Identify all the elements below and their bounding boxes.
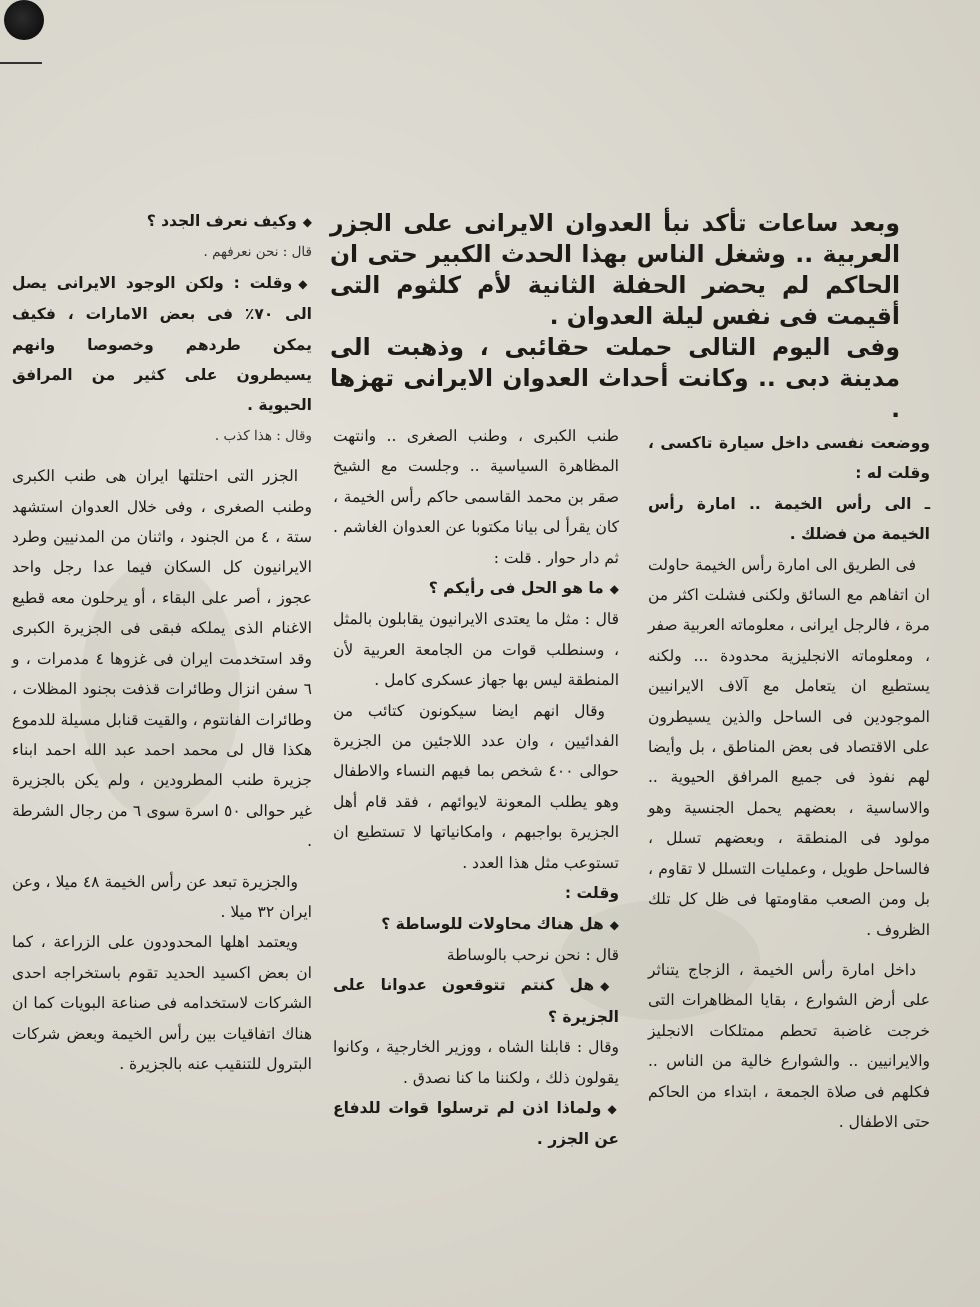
paragraph-text: الجزر التى احتلتها ايران هى طنب الكبرى وطنب الصغرى ، وفى خلال العدوان استشهد ستة ، ٤ من الجنود ، واثنان من المدنيين وطرد الايرانيون كل السكان فيما عدا رجل واحد عجوز ، أصر على البقاء ، أو يرحلون معه قطيع الاغنام الذى يملكه فبقى فى الجزيرة الكبرى وقد استخدمت ايران فى غزوها ٤ مدمرات ، و ٦ سفن انزال وطائرات قذفت بجنود المظلات ، وطائرات الفانتوم ، والقيت قنابل مسيلة للدموع هكذا قال لى محمد احمد عبد الله احمد ابناء جزيرة طنب المطرودين ، ولم يكن بالجزيرة غير حوالى ٥٠ اسرة سوى ٦ من رجال الشرطة .	[12, 467, 312, 851]
question	[333, 1093, 619, 1155]
paragraph-text: داخل امارة رأس الخيمة ، الزجاج يتناثر على أرض الشوارع ، بقايا المظاهرات التى خرجت غاضبة تحطم ممتلكات الانجليز والايرانيين .. والشوارع خالية من الناس .. فكلهم فى صلاة الجمعة ، ابتداء من الحاكم حتى الاطفال .	[648, 960, 930, 1131]
diamond-icon: ◆	[609, 917, 619, 932]
margin-rule	[0, 62, 42, 64]
paragraph-gap	[648, 945, 930, 955]
paragraph-text: هل كنتم تتوقعون عدوانا على الجزيرة ؟	[333, 976, 619, 1026]
column-right	[648, 428, 930, 1137]
paragraph-text: ـ الى رأس الخيمة .. امارة رأس الخيمة من فضلك .	[648, 494, 930, 544]
paragraph-gap	[12, 857, 312, 867]
paragraph-text: وكيف نعرف الجدد ؟	[146, 212, 297, 230]
paragraph-text: ما هو الحل فى رأيكم ؟	[428, 579, 604, 598]
paragraph	[648, 489, 930, 550]
paragraph-text: وقلت : ولكن الوجود الايرانى يصل الى ٧٠٪ فى بعض الامارات ، فكيف يمكن طردهم وخصوصا وانهم يسيطرون على كثير من المرافق الحيوية .	[12, 273, 312, 415]
paragraph	[12, 421, 312, 451]
paragraph-text: ووضعت نفسى داخل سيارة تاكسى ، وقلت له :	[648, 434, 930, 483]
paragraph-text: قال : نحن نرحب بالوساطة	[446, 945, 619, 964]
paragraph-text: قال : مثل ما يعتدى الايرانيون يقابلون بالمثل ، وسنطلب قوات من الجامعة العربية لأن المنطقة ليس بها جهاز عسكرى كامل .	[333, 610, 619, 690]
diamond-icon: ◆	[302, 215, 312, 229]
diamond-icon: ◆	[607, 1101, 619, 1116]
paragraph	[648, 955, 930, 1137]
headline-paragraph: وفى اليوم التالى حملت حقائبى ، وذهبت الى مدينة دبى .. وكانت أحداث العدوان الايرانى تهزها .	[330, 333, 900, 423]
paragraph-text: قال : نحن نعرفهم .	[203, 244, 312, 261]
paragraph	[648, 428, 930, 489]
diamond-icon: ◆	[298, 276, 312, 291]
paragraph-text: وقلت :	[564, 884, 619, 903]
paragraph-text: طنب الكبرى ، وطنب الصغرى .. وانتهت المظاهرة السياسية .. وجلست مع الشيخ صقر بن محمد القاسمى حاكم رأس الخيمة ، كان يقرأ لى بيانا مكتوبا عن العدوان الغاشم . ثم دار حوار . قلت :	[333, 427, 619, 567]
paragraph	[12, 867, 312, 928]
paragraph-text: فى الطريق الى امارة رأس الخيمة حاولت ان اتفاهم مع السائق ولكنى فشلت اكثر من مرة ، فالرجل ايرانى ، معلوماته العربية صفر ، ومعلوماته الانجليزية محدودة ... ولكنه يستطيع ان يتعامل مع آلاف الايرانيين الموجودين فى الساحل والذين يسيطرون على الاقتصاد فى بعض المناطق ، بل وأيضا لهم نفوذ فى جميع المرافق الحيوية .. والاساسية ، بعضهم يحمل الجنسية وهو مولود فى المنطقة ، وبعضهم تسلل ، فالساحل طويل ، وعمليات التسلل لا تقاوم ، بل ومن الصعب مقاومتها فى ظل كل تلك الظروف .	[648, 555, 930, 939]
paragraph	[12, 237, 312, 267]
punch-hole	[4, 0, 44, 40]
question	[12, 268, 312, 421]
column-middle	[333, 421, 619, 1155]
paragraph-text: وقال : هذا كذب .	[214, 427, 312, 444]
paragraph-text: وقال انهم ايضا سيكونون كتائب من الفدائيين ، وان عدد اللاجئين من الجزيرة حوالى ٤٠٠ شخص بما فيهم النساء والاطفال وهو يطلب المعونة لايوائهم ، فقد قام أهل الجزيرة بواجبهم ، وامكانياتها لا تستطيع ان تستوعب مثل هذا العدد .	[333, 701, 620, 872]
paragraph	[648, 550, 930, 945]
paragraph-text: ويعتمد اهلها المحدودون على الزراعة ، كما ان بعض اكسيد الحديد تقوم باستخراجه احدى الشركات لاستخدامه فى صناعة البويات كما ان هناك اتفاقيات بين رأس الخيمة وبعض شركات البترول للتنقيب عنه بالجزيرة .	[12, 933, 312, 1073]
paragraph	[12, 461, 312, 856]
paragraph	[333, 1032, 619, 1093]
question	[333, 970, 619, 1032]
headline	[330, 208, 900, 425]
diamond-icon: ◆	[600, 979, 619, 994]
paragraph-text: والجزيرة تبعد عن رأس الخيمة ٤٨ ميلا ، وعن ايران ٣٢ ميلا .	[12, 872, 312, 921]
paragraph	[12, 927, 312, 1079]
diamond-icon: ◆	[609, 582, 619, 597]
paragraph	[333, 696, 619, 878]
paragraph	[333, 940, 619, 970]
question	[12, 206, 312, 237]
paragraph-gap	[12, 451, 312, 461]
paragraph	[333, 604, 619, 695]
paragraph-text: هل هناك محاولات للوساطة ؟	[381, 914, 604, 933]
headline-paragraph: وبعد ساعات تأكد نبأ العدوان الايرانى على الجزر العربية .. وشغل الناس بهذا الحدث الكبير حتى ان الحاكم لم يحضر الحفلة الثانية لأم كلثوم التى أقيمت فى نفس ليلة العدوان .	[330, 209, 900, 330]
question	[333, 909, 619, 940]
column-left	[12, 206, 312, 1079]
paragraph	[333, 878, 619, 908]
paragraph-text: وقال : قابلنا الشاه ، ووزير الخارجية ، وكانوا يقولون ذلك ، ولكننا ما كنا نصدق .	[333, 1038, 619, 1087]
question	[333, 573, 619, 604]
paragraph	[333, 421, 619, 573]
paragraph-text: ولماذا اذن لم ترسلوا قوات للدفاع عن الجزر .	[333, 1098, 619, 1149]
